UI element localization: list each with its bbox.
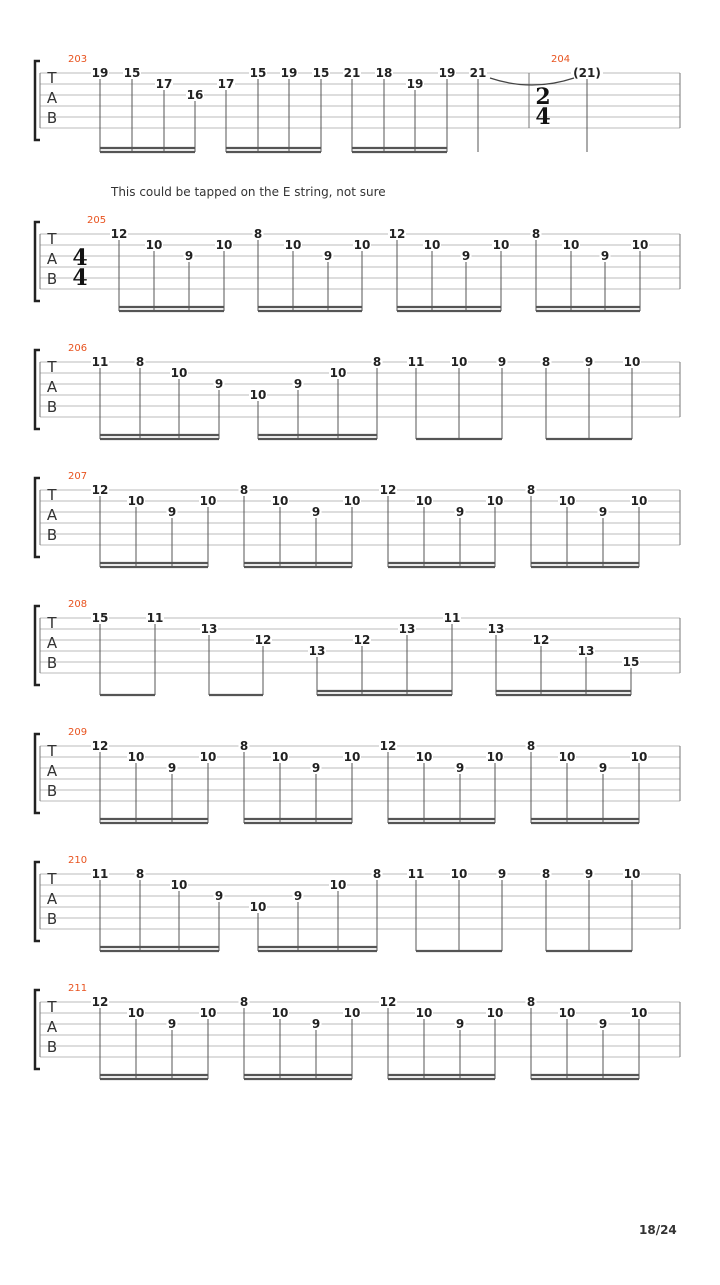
fret-number: 13 [200, 622, 218, 636]
fret-number: 12 [91, 483, 109, 497]
fret-number: 10 [199, 1006, 217, 1020]
fret-number: 10 [415, 750, 433, 764]
fret-number: 17 [217, 77, 235, 91]
fret-number: 9 [184, 249, 194, 263]
fret-number: 10 [271, 750, 289, 764]
fret-number: 10 [630, 750, 648, 764]
tab-clef-letter: B [46, 270, 58, 288]
fret-number: 9 [167, 761, 177, 775]
tab-clef-letter: B [46, 398, 58, 416]
fret-number: 10 [127, 494, 145, 508]
fret-number: 10 [423, 238, 441, 252]
fret-number: 10 [486, 750, 504, 764]
fret-number: 10 [271, 1006, 289, 1020]
fret-number: 16 [186, 88, 204, 102]
tab-clef-letter: B [46, 109, 58, 127]
fret-number: 10 [127, 1006, 145, 1020]
tab-clef-letter: B [46, 654, 58, 672]
fret-number: 10 [562, 238, 580, 252]
fret-number: 10 [631, 238, 649, 252]
fret-number: 9 [497, 355, 507, 369]
fret-number: 10 [343, 1006, 361, 1020]
fret-number: 9 [311, 505, 321, 519]
fret-number: 10 [170, 878, 188, 892]
measure-number: 203 [68, 54, 88, 65]
fret-number: 10 [329, 366, 347, 380]
fret-number: 10 [284, 238, 302, 252]
fret-number: 15 [249, 66, 267, 80]
fret-number: 9 [323, 249, 333, 263]
time-signature-top: 2 [535, 84, 551, 110]
system-bracket [35, 990, 40, 1069]
fret-number: 8 [239, 483, 249, 497]
system-bracket [35, 734, 40, 813]
fret-number: 10 [630, 494, 648, 508]
fret-number: 8 [541, 867, 551, 881]
fret-number: 12 [353, 633, 371, 647]
fret-number: 10 [249, 900, 267, 914]
tab-clef-letter: B [46, 782, 58, 800]
fret-number: 10 [492, 238, 510, 252]
annotation-text: This could be tapped on the E string, not sure [111, 185, 386, 199]
tab-clef-letter: A [46, 89, 58, 107]
tab-clef-letter: B [46, 910, 58, 928]
fret-number: 10 [415, 1006, 433, 1020]
page-number: 18/24 [639, 1223, 677, 1237]
fret-number: 10 [127, 750, 145, 764]
tab-clef-letter: T [47, 486, 57, 504]
time-signature-bottom: 4 [72, 265, 88, 291]
fret-number: 9 [598, 505, 608, 519]
tab-clef-letter: T [47, 614, 57, 632]
fret-number: 10 [450, 867, 468, 881]
tab-clef-letter: T [47, 870, 57, 888]
fret-number: 10 [199, 494, 217, 508]
fret-number: 19 [438, 66, 456, 80]
system-bracket [35, 606, 40, 685]
system-bracket [35, 478, 40, 557]
fret-number: 9 [455, 505, 465, 519]
fret-number: 12 [91, 739, 109, 753]
tab-clef-letter: T [47, 230, 57, 248]
fret-number: 9 [214, 889, 224, 903]
fret-number: 10 [450, 355, 468, 369]
fret-number: 10 [558, 750, 576, 764]
measure-number: 210 [68, 855, 88, 866]
measure-number: 204 [551, 54, 571, 65]
fret-number: 9 [167, 505, 177, 519]
fret-number: 10 [623, 867, 641, 881]
fret-number: 12 [91, 995, 109, 1009]
time-signature-bottom: 4 [535, 104, 551, 130]
fret-number: 10 [630, 1006, 648, 1020]
fret-number: 13 [487, 622, 505, 636]
fret-number: 11 [91, 355, 109, 369]
tab-clef-letter: T [47, 998, 57, 1016]
fret-number: 9 [461, 249, 471, 263]
fret-number: 9 [293, 377, 303, 391]
system-bracket [35, 862, 40, 941]
fret-number: 19 [280, 66, 298, 80]
fret-number: 11 [443, 611, 461, 625]
fret-number: 11 [407, 355, 425, 369]
fret-number: 10 [343, 494, 361, 508]
fret-number: 17 [155, 77, 173, 91]
fret-number: 8 [135, 355, 145, 369]
tab-clef-letter: A [46, 250, 58, 268]
fret-number: 21 [343, 66, 361, 80]
time-signature-top: 4 [72, 245, 88, 271]
fret-number: 18 [375, 66, 393, 80]
measure-number: 211 [68, 983, 88, 994]
fret-number: 19 [406, 77, 424, 91]
fret-number: 13 [308, 644, 326, 658]
fret-number: 9 [455, 1017, 465, 1031]
fret-number: 9 [598, 1017, 608, 1031]
fret-number: 10 [170, 366, 188, 380]
tab-clef-letter: T [47, 69, 57, 87]
fret-number: 15 [91, 611, 109, 625]
fret-number: 8 [239, 739, 249, 753]
tab-clef-letter: A [46, 378, 58, 396]
fret-number: 8 [253, 227, 263, 241]
fret-number: 10 [145, 238, 163, 252]
fret-number: 10 [558, 494, 576, 508]
fret-number: 10 [199, 750, 217, 764]
tab-clef-letter: A [46, 634, 58, 652]
fret-number: 10 [415, 494, 433, 508]
fret-number: 13 [398, 622, 416, 636]
measure-number: 205 [87, 215, 107, 226]
fret-number: 12 [379, 995, 397, 1009]
system-bracket [35, 222, 40, 301]
tab-clef-letter: A [46, 506, 58, 524]
fret-number: 10 [486, 1006, 504, 1020]
fret-number: 11 [407, 867, 425, 881]
fret-number: 11 [146, 611, 164, 625]
tab-clef-letter: A [46, 1018, 58, 1036]
fret-number: 8 [135, 867, 145, 881]
fret-number: 9 [584, 355, 594, 369]
measure-number: 209 [68, 727, 88, 738]
tab-clef-letter: A [46, 762, 58, 780]
fret-number: 8 [372, 867, 382, 881]
fret-number: 9 [598, 761, 608, 775]
fret-number: 13 [577, 644, 595, 658]
fret-number: 8 [531, 227, 541, 241]
fret-number: 9 [293, 889, 303, 903]
fret-number: 9 [600, 249, 610, 263]
fret-number: 11 [91, 867, 109, 881]
fret-number: 9 [455, 761, 465, 775]
fret-number: 10 [353, 238, 371, 252]
fret-number: 10 [271, 494, 289, 508]
fret-number: 9 [167, 1017, 177, 1031]
fret-number: 15 [622, 655, 640, 669]
fret-number: 12 [379, 483, 397, 497]
fret-number: 15 [312, 66, 330, 80]
fret-number: 12 [388, 227, 406, 241]
fret-number: 12 [254, 633, 272, 647]
tab-clef-letter: A [46, 890, 58, 908]
tab-clef-letter: B [46, 526, 58, 544]
fret-number: 8 [526, 739, 536, 753]
fret-number: 10 [329, 878, 347, 892]
fret-number: 9 [311, 761, 321, 775]
fret-number: 9 [584, 867, 594, 881]
tab-clef-letter: B [46, 1038, 58, 1056]
fret-number: 12 [379, 739, 397, 753]
fret-number: 9 [311, 1017, 321, 1031]
fret-number: 10 [623, 355, 641, 369]
fret-number: 19 [91, 66, 109, 80]
fret-number: 8 [239, 995, 249, 1009]
measure-number: 206 [68, 343, 88, 354]
fret-number: 8 [526, 483, 536, 497]
fret-number: 9 [214, 377, 224, 391]
fret-number: 10 [249, 388, 267, 402]
fret-number: 15 [123, 66, 141, 80]
fret-number: 8 [541, 355, 551, 369]
fret-number: 10 [558, 1006, 576, 1020]
system-bracket [35, 61, 40, 140]
fret-number: (21) [573, 66, 601, 80]
fret-number: 8 [526, 995, 536, 1009]
fret-number: 21 [469, 66, 487, 80]
fret-number: 12 [532, 633, 550, 647]
fret-number: 8 [372, 355, 382, 369]
fret-number: 10 [343, 750, 361, 764]
measure-number: 208 [68, 599, 88, 610]
fret-number: 12 [110, 227, 128, 241]
tab-clef-letter: T [47, 358, 57, 376]
system-bracket [35, 350, 40, 429]
fret-number: 10 [486, 494, 504, 508]
measure-number: 207 [68, 471, 88, 482]
fret-number: 9 [497, 867, 507, 881]
tab-clef-letter: T [47, 742, 57, 760]
fret-number: 10 [215, 238, 233, 252]
